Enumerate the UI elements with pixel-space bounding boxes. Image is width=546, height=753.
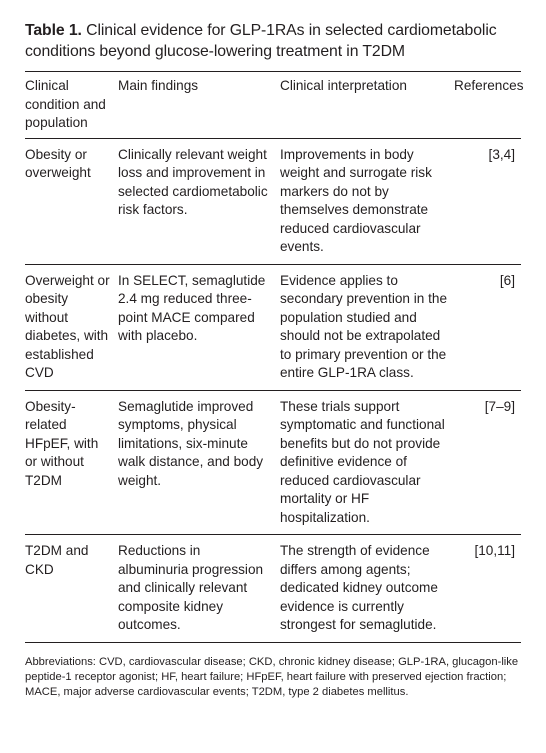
table-header — [25, 72, 524, 139]
cell-findings: Semaglutide improved symptoms, physical limitations, six-minute walk distance, and body weight. — [118, 398, 264, 488]
cell-interpretation: The strength of evidence differs among agents; dedicated kidney outcome evidence is currently strongest for semaglutide. — [280, 543, 438, 632]
cell-findings: In SELECT, semaglutide 2.4 mg reduced three-point MACE compared with placebo. — [118, 272, 266, 343]
table-row — [25, 535, 521, 643]
cell-references: [6] — [499, 272, 515, 288]
table-caption-label: Table 1. — [25, 22, 82, 39]
cell-references: [10,11] — [474, 543, 515, 558]
table-caption-text: Clinical evidence for GLP-1RAs in selected cardiometabolic conditions beyond glucose-lowering treatment in T2DM — [25, 22, 497, 60]
table-row — [25, 390, 521, 535]
cell-condition: T2DM and CKD — [25, 543, 89, 577]
cell-condition: Obesity-related HFpEF, with or without T2DM — [25, 398, 99, 488]
cell-findings: Clinically relevant weight loss and improvement in selected cardiometabolic risk factors. — [118, 146, 268, 217]
cell-interpretation: Improvements in body weight and surrogate risk markers do not by themselves demonstrate reduced cardiovascular events. — [280, 146, 432, 254]
cell-condition: Overweight or obesity without diabetes, with established CVD — [25, 272, 110, 380]
header-interpretation: Clinical interpretation — [280, 78, 407, 93]
table-row — [25, 264, 521, 390]
header-findings: Main findings — [118, 78, 199, 93]
cell-interpretation: Evidence applies to secondary prevention in the population studied and should not be extrapolated to primary prevention or the entire GLP-1RA class. — [280, 272, 448, 380]
table-body — [25, 138, 521, 642]
table-caption — [25, 20, 521, 62]
cell-references: [7–9] — [484, 398, 515, 414]
table-footnote: Abbreviations: CVD, cardiovascular disease; CKD, chronic kidney disease; GLP-1RA, glucagon-like peptide-1 receptor agonist; HF, heart failure; HFpEF, heart failure with preserved ejection fraction; MACE, major adverse cardiovascular events; T2DM, type 2 diabetes mellitus. — [25, 655, 519, 698]
header-references: References — [454, 78, 524, 93]
cell-condition: Obesity or overweight — [25, 146, 91, 180]
header-condition: Clinical condition and population — [25, 78, 106, 130]
header-row — [25, 72, 521, 139]
evidence-table — [25, 71, 524, 643]
table-row — [25, 138, 521, 264]
cell-references: [3,4] — [488, 146, 515, 162]
cell-interpretation: These trials support symptomatic and functional benefits but do not provide definitive evidence of reduced cardiovascular mortality or HF hospitalization. — [280, 398, 445, 525]
cell-findings: Reductions in albuminuria progression and clinically relevant composite kidney outcomes. — [118, 543, 264, 632]
